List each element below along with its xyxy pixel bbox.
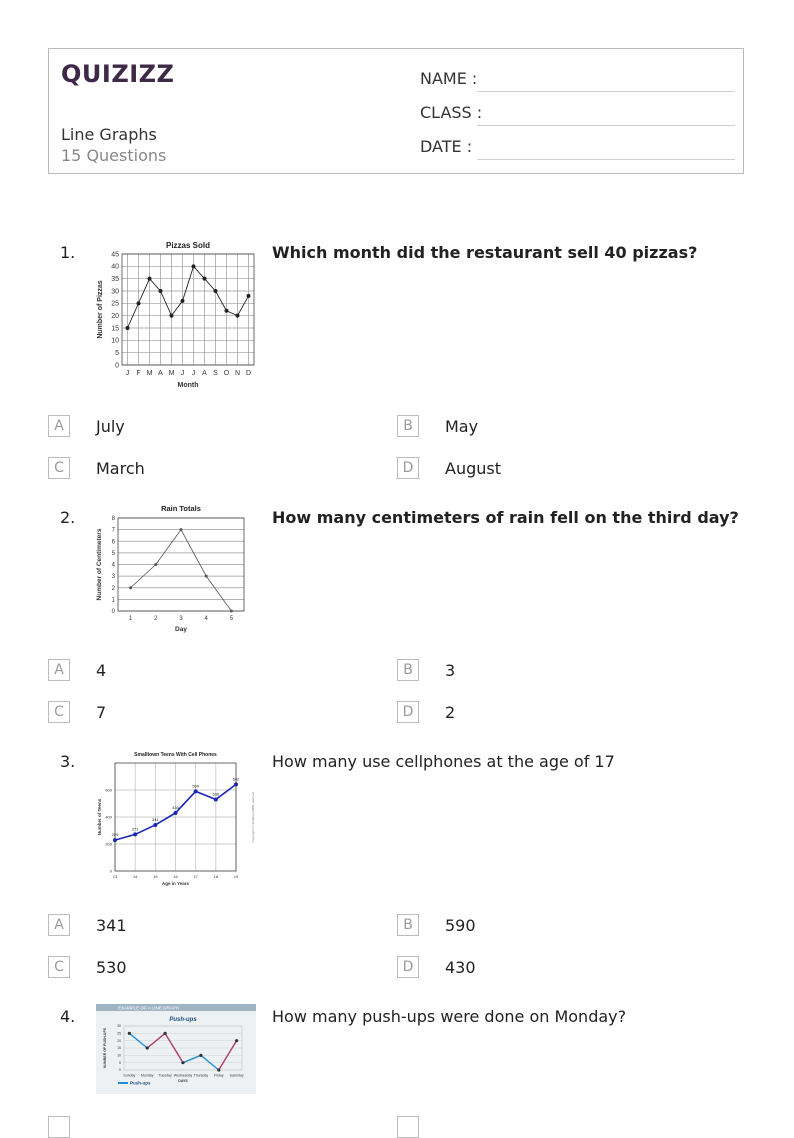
y-tick-label: 600 bbox=[105, 787, 112, 793]
class-label: CLASS : bbox=[420, 103, 483, 122]
y-tick-label: 40 bbox=[111, 263, 119, 271]
chart-title: Push-ups bbox=[169, 1017, 197, 1023]
y-tick-label: 30 bbox=[111, 288, 119, 296]
option-a-letter[interactable]: A bbox=[48, 659, 70, 681]
x-tick-label: A bbox=[158, 370, 163, 377]
y-tick-label: 35 bbox=[111, 276, 119, 283]
y-tick-label: 200 bbox=[105, 841, 112, 847]
chart-title: Rain Totals bbox=[161, 504, 201, 513]
chart-title: Smalltown Teens With Cell Phones bbox=[134, 752, 217, 758]
data-point bbox=[205, 575, 208, 578]
y-tick-label: 20 bbox=[117, 1038, 121, 1043]
data-point bbox=[113, 838, 117, 842]
option-d-text[interactable]: 2 bbox=[445, 703, 456, 722]
y-tick-label: 15 bbox=[111, 325, 119, 333]
data-label: 642 bbox=[232, 776, 240, 782]
data-label: 530 bbox=[212, 791, 220, 797]
x-tick-label: 14 bbox=[132, 874, 138, 879]
worksheet-header bbox=[48, 48, 744, 174]
x-tick-label: Sunday bbox=[123, 1073, 136, 1078]
data-point bbox=[217, 1068, 220, 1071]
x-tick-label: 13 bbox=[112, 874, 118, 879]
y-tick-label: 5 bbox=[115, 350, 119, 357]
option-b-letter[interactable] bbox=[397, 1116, 419, 1138]
option-b-letter[interactable]: B bbox=[397, 659, 419, 681]
x-tick-label: D bbox=[245, 370, 252, 377]
y-tick-label: 6 bbox=[111, 539, 115, 546]
option-d-text[interactable]: 430 bbox=[445, 958, 476, 977]
data-point bbox=[133, 832, 137, 836]
class-field[interactable] bbox=[420, 103, 735, 127]
data-label: 271 bbox=[131, 826, 139, 832]
question-number: 3. bbox=[60, 752, 76, 771]
option-a-letter[interactable]: A bbox=[48, 415, 70, 437]
option-b-letter[interactable]: B bbox=[397, 415, 419, 437]
x-tick-label: S bbox=[213, 370, 218, 377]
pizzas-sold-chart bbox=[96, 240, 258, 392]
x-tick-label: M bbox=[168, 370, 175, 377]
y-tick-label: 1 bbox=[111, 597, 115, 604]
class-line[interactable] bbox=[477, 125, 735, 126]
x-axis-label: DAYS bbox=[178, 1079, 188, 1083]
option-c-text[interactable]: March bbox=[96, 459, 145, 478]
x-tick-label: J bbox=[125, 370, 130, 377]
option-d-text[interactable]: August bbox=[445, 459, 501, 478]
option-a-text[interactable]: 341 bbox=[96, 916, 127, 935]
name-field[interactable] bbox=[420, 69, 735, 93]
x-tick-label: 19 bbox=[233, 874, 239, 879]
data-point bbox=[174, 811, 178, 815]
y-tick-label: 400 bbox=[105, 814, 112, 820]
y-tick-label: 10 bbox=[117, 1053, 121, 1058]
data-point bbox=[194, 789, 198, 793]
x-tick-label: 16 bbox=[173, 874, 178, 879]
cellphones-chart bbox=[96, 748, 260, 888]
option-d-letter[interactable]: D bbox=[397, 457, 419, 479]
y-tick-label: 3 bbox=[111, 574, 115, 581]
data-point bbox=[148, 277, 152, 281]
data-point bbox=[192, 264, 196, 268]
chart-banner-text: EXAMPLE OF A LINE GRAPH bbox=[118, 1005, 180, 1011]
data-point bbox=[236, 314, 240, 318]
data-point bbox=[180, 528, 183, 531]
y-axis-label: Number of Teens bbox=[97, 798, 102, 836]
option-c-letter[interactable]: C bbox=[48, 956, 70, 978]
x-tick-label: Monday bbox=[141, 1073, 154, 1078]
option-a-letter[interactable]: A bbox=[48, 914, 70, 936]
option-b-text[interactable]: May bbox=[445, 417, 479, 436]
option-d-letter[interactable]: D bbox=[397, 956, 419, 978]
worksheet-title: Line Graphs bbox=[61, 125, 157, 144]
y-tick-label: 2 bbox=[111, 585, 115, 592]
option-c-letter[interactable]: C bbox=[48, 457, 70, 479]
x-tick-label: 2 bbox=[154, 616, 158, 622]
question-number: 2. bbox=[60, 508, 76, 527]
data-point bbox=[146, 1046, 149, 1049]
y-tick-label: 4 bbox=[111, 562, 115, 569]
option-a-letter[interactable] bbox=[48, 1116, 70, 1138]
option-b-letter[interactable]: B bbox=[397, 914, 419, 936]
x-tick-label: 4 bbox=[204, 616, 208, 622]
rain-totals-chart bbox=[96, 503, 250, 635]
data-label: 430 bbox=[172, 804, 179, 810]
data-point bbox=[153, 823, 157, 827]
data-label: 590 bbox=[192, 783, 200, 789]
data-label: 229 bbox=[111, 832, 119, 838]
name-label: NAME : bbox=[420, 69, 478, 88]
y-axis-label: Number of Centimeters bbox=[96, 528, 103, 601]
question-text: How many push-ups were done on Monday? bbox=[272, 1007, 627, 1026]
option-c-text[interactable]: 530 bbox=[96, 958, 127, 977]
x-tick-label: Thursday bbox=[193, 1073, 209, 1078]
y-tick-label: 5 bbox=[119, 1060, 121, 1065]
y-tick-label: 0 bbox=[109, 868, 112, 874]
x-tick-label: Saturday bbox=[229, 1073, 244, 1078]
x-tick-label: N bbox=[234, 370, 241, 377]
option-d-letter[interactable]: D bbox=[397, 701, 419, 723]
x-tick-label: A bbox=[202, 370, 207, 377]
name-line[interactable] bbox=[477, 91, 735, 92]
option-c-text[interactable]: 7 bbox=[96, 703, 107, 722]
x-tick-label: Wednesday bbox=[173, 1073, 193, 1078]
data-point bbox=[247, 294, 251, 298]
data-label: 341 bbox=[151, 816, 159, 822]
option-b-text[interactable]: 590 bbox=[445, 916, 476, 935]
y-tick-label: 20 bbox=[111, 313, 119, 320]
x-tick-label: F bbox=[136, 370, 141, 377]
quizizz-logo: QUIZIZZ bbox=[61, 60, 175, 88]
data-point bbox=[235, 1039, 238, 1042]
data-point bbox=[154, 563, 157, 566]
question-count: 15 Questions bbox=[61, 146, 167, 165]
question-text: Which month did the restaurant sell 40 pizzas? bbox=[272, 243, 698, 262]
x-axis-label: Age in Years bbox=[162, 881, 189, 886]
data-point bbox=[214, 289, 218, 293]
y-axis-label: Number of Pizzas bbox=[97, 280, 104, 339]
data-point bbox=[128, 1032, 131, 1035]
data-point bbox=[230, 610, 233, 613]
data-point bbox=[164, 1032, 167, 1035]
x-tick-label: 3 bbox=[179, 616, 183, 622]
question-text: How many centimeters of rain fell on the third day? bbox=[272, 508, 739, 527]
copyright-note: Copyright © Houghton Mifflin Harcourt bbox=[251, 791, 255, 843]
x-tick-label: 5 bbox=[229, 616, 234, 622]
data-point bbox=[214, 797, 218, 801]
x-tick-label: O bbox=[223, 370, 230, 377]
x-tick-label: J bbox=[180, 370, 185, 377]
data-point bbox=[181, 1061, 184, 1064]
data-point bbox=[234, 782, 238, 786]
y-tick-label: 45 bbox=[111, 251, 119, 259]
y-tick-label: 10 bbox=[111, 337, 119, 345]
y-tick-label: 0 bbox=[119, 1068, 121, 1073]
series-line bbox=[131, 530, 232, 611]
data-point bbox=[181, 299, 185, 303]
y-axis-label: NUMBER OF PUSH-UPS bbox=[103, 1027, 107, 1069]
question-number: 4. bbox=[60, 1007, 76, 1026]
x-tick-label: 18 bbox=[213, 874, 219, 879]
data-point bbox=[159, 289, 163, 293]
y-tick-label: 0 bbox=[115, 362, 119, 370]
data-point bbox=[225, 309, 229, 313]
data-point bbox=[203, 277, 207, 281]
data-point bbox=[126, 326, 130, 330]
x-axis-label: Day bbox=[175, 626, 187, 633]
question-text: How many use cellphones at the age of 17 bbox=[272, 752, 615, 771]
data-point bbox=[137, 301, 141, 305]
option-c-letter[interactable]: C bbox=[48, 701, 70, 723]
y-tick-label: 25 bbox=[111, 300, 119, 308]
y-tick-label: 25 bbox=[117, 1031, 121, 1036]
x-tick-label: 1 bbox=[128, 616, 133, 622]
chart-title: Pizzas Sold bbox=[165, 241, 211, 250]
x-tick-label: J bbox=[191, 370, 196, 377]
data-point bbox=[199, 1054, 202, 1057]
data-point bbox=[129, 586, 132, 589]
y-tick-label: 8 bbox=[111, 516, 115, 522]
question-number: 1. bbox=[60, 243, 76, 262]
x-tick-label: Tuesday bbox=[158, 1073, 172, 1078]
x-tick-label: Friday bbox=[213, 1073, 224, 1078]
x-tick-label: 15 bbox=[153, 874, 158, 879]
option-a-text[interactable]: July bbox=[96, 417, 125, 436]
series-line bbox=[128, 266, 249, 328]
x-tick-label: M bbox=[146, 370, 153, 377]
x-axis-label: Month bbox=[177, 382, 199, 389]
legend-label: Push-ups bbox=[130, 1080, 151, 1086]
x-tick-label: 17 bbox=[193, 874, 198, 879]
y-tick-label: 7 bbox=[111, 527, 115, 534]
data-point bbox=[170, 314, 174, 318]
date-field[interactable] bbox=[420, 137, 735, 161]
plot-frame bbox=[122, 254, 254, 365]
y-tick-label: 30 bbox=[117, 1024, 121, 1029]
option-b-text[interactable]: 3 bbox=[445, 661, 456, 680]
y-tick-label: 15 bbox=[117, 1046, 121, 1051]
y-tick-label: 0 bbox=[111, 609, 115, 615]
y-tick-label: 5 bbox=[111, 550, 115, 557]
option-a-text[interactable]: 4 bbox=[96, 661, 107, 680]
date-label: DATE : bbox=[420, 137, 473, 156]
date-line[interactable] bbox=[477, 159, 735, 160]
pushups-chart bbox=[96, 1004, 256, 1094]
